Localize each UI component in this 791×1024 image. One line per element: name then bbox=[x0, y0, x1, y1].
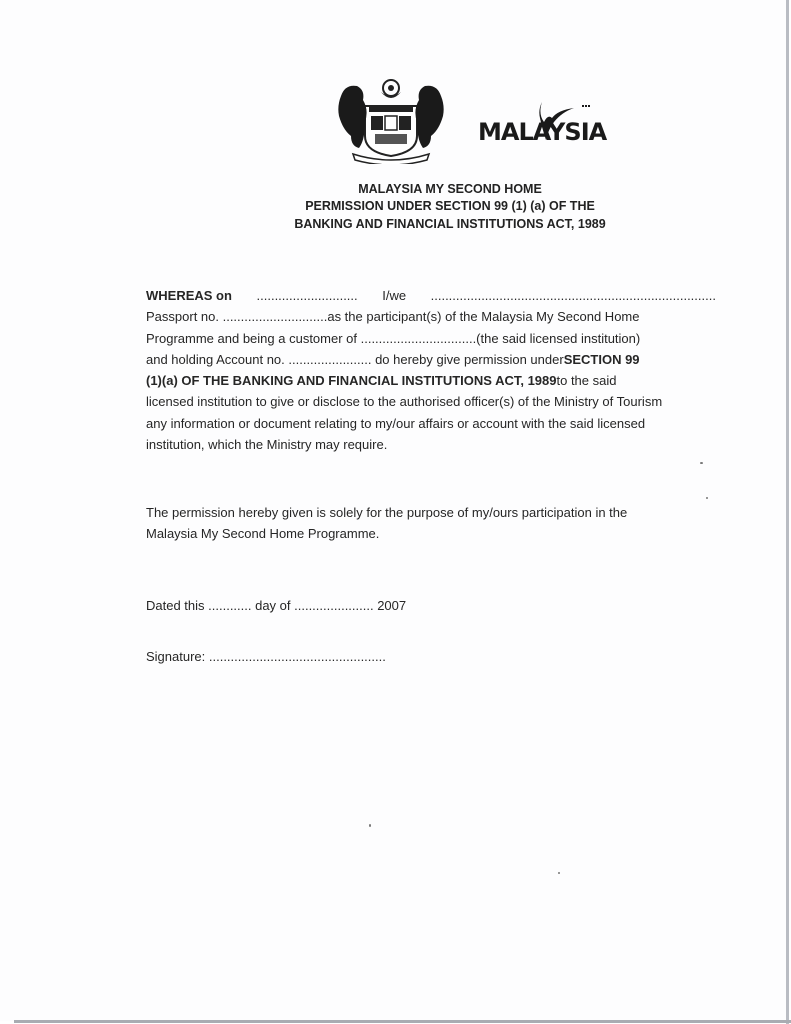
brand-logo-text: MALAYSIA bbox=[478, 118, 607, 146]
paragraph-line bbox=[146, 328, 716, 349]
customer-text: Programme and being a customer of ................................(the said licensed institution) bbox=[146, 330, 641, 346]
paragraph-line bbox=[146, 502, 716, 523]
purpose-paragraph bbox=[146, 502, 716, 545]
scan-speck bbox=[700, 462, 703, 464]
document-title-line-3: BANKING AND FINANCIAL INSTITUTIONS ACT, 1989 bbox=[294, 217, 606, 231]
paragraph-line bbox=[146, 306, 716, 327]
information-text: any information or document relating to my/our affairs or account with the said licensed bbox=[146, 415, 646, 431]
paragraph-line bbox=[146, 434, 716, 455]
act-ref: (1)(a) OF THE BANKING AND FINANCIAL INSTITUTIONS ACT, 1989 bbox=[146, 373, 557, 389]
scan-speck bbox=[706, 497, 708, 499]
section-ref: SECTION 99 bbox=[563, 351, 640, 367]
paragraph-line bbox=[146, 523, 716, 544]
scan-speck bbox=[558, 872, 560, 874]
coat-of-arms-icon bbox=[335, 76, 447, 164]
signature-line: Signature: ................................................. bbox=[146, 649, 386, 664]
date-blank: ............................ bbox=[256, 288, 358, 303]
name-blank: ............................................................................... bbox=[430, 288, 716, 303]
scan-edge-bottom bbox=[14, 1020, 791, 1023]
disclose-text: licensed institution to give or disclose to the authorised officer(s) of the Ministry of Tourism bbox=[146, 394, 663, 410]
document-title-line-1: MALAYSIA MY SECOND HOME bbox=[358, 182, 542, 196]
act-tail: to the said bbox=[556, 373, 617, 389]
paragraph-line bbox=[146, 285, 716, 306]
dated-line: Dated this ............ day of ...................... 2007 bbox=[146, 598, 407, 613]
paragraph-line bbox=[146, 349, 716, 370]
iwe-label: I/we bbox=[382, 288, 407, 303]
permission-paragraph bbox=[146, 285, 716, 455]
programme-text: Malaysia My Second Home Programme. bbox=[146, 526, 380, 542]
account-text: and holding Account no. ....................... do hereby give permission under bbox=[146, 351, 564, 367]
scan-edge-right bbox=[786, 0, 789, 1024]
paragraph-line bbox=[146, 391, 716, 412]
scan-speck bbox=[369, 824, 371, 827]
hornbill-icon bbox=[528, 100, 593, 140]
paragraph-line bbox=[146, 413, 716, 434]
ministry-text: institution, which the Ministry may require. bbox=[146, 437, 388, 453]
document-title-line-2: PERMISSION UNDER SECTION 99 (1) (a) OF THE bbox=[305, 199, 595, 213]
malaysia-brand-logo bbox=[478, 100, 607, 150]
paragraph-line bbox=[146, 370, 716, 391]
purpose-text: The permission hereby given is solely for the purpose of my/ours participation in the bbox=[146, 505, 628, 520]
whereas-label: WHEREAS on bbox=[146, 288, 232, 303]
passport-text: Passport no. .............................as the participant(s) of the Malaysia My Second Home bbox=[146, 309, 640, 325]
